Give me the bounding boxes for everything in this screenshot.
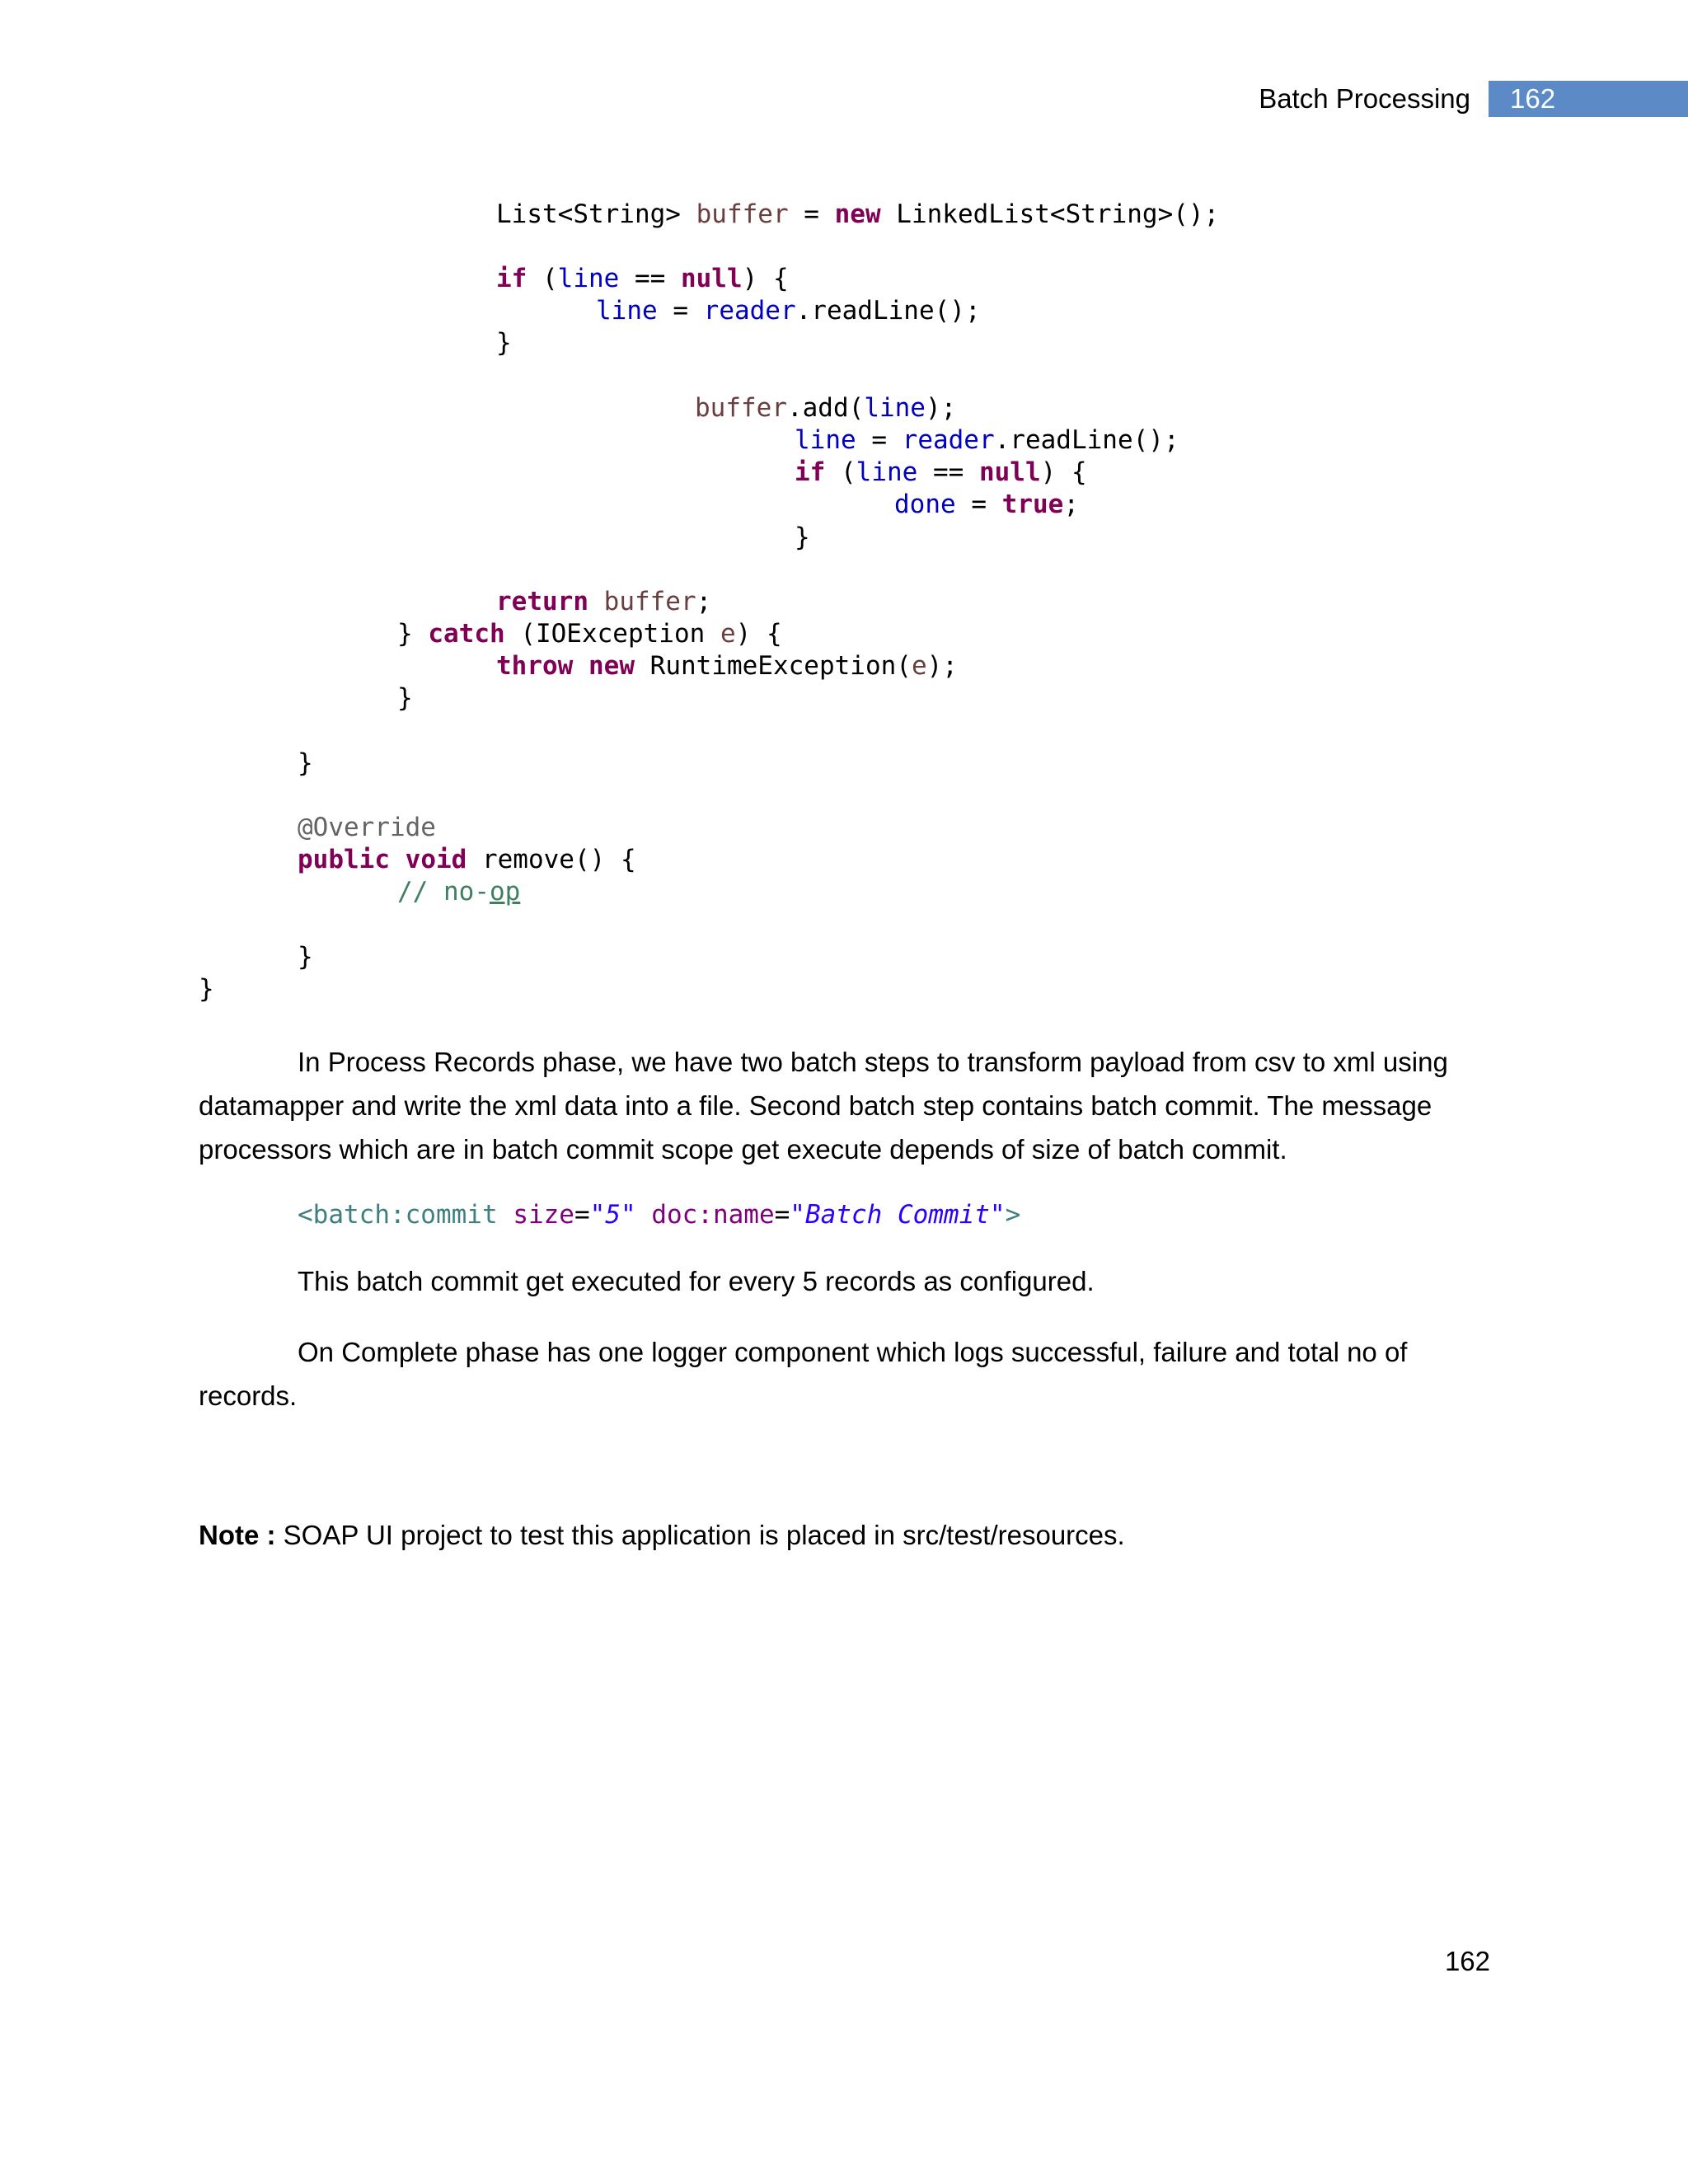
code-line: } [298,942,313,972]
code-block [0,0,1220,1004]
code-line: } [199,974,214,1004]
paragraph-process-records: In Process Records phase, we have two batch steps to transform payload from csv to xml using datamapper and write the xml data into a file. Second batch step contains batch commit. The message processors which are in batch commit scope get execute depends of size of batch commit. [199,1047,1448,1165]
footer-page-number: 162 [1444,1946,1490,1976]
code-line: if (line == null) { [496,264,789,293]
code-line: } [795,523,810,552]
code-line: } catch (IOException e) { [397,619,782,649]
note-paragraph [199,1513,1493,1557]
code-line: } [496,328,512,358]
running-header-title: Batch Processing [1259,83,1470,114]
note-text: SOAP UI project to test this application is placed in src/test/resources. [275,1520,1125,1550]
code-line: } [298,748,313,778]
code-line: // no-op [397,877,521,907]
code-line: return buffer; [496,587,712,616]
xml-snippet: <batch:commit size="5" doc:name="Batch Commit"> [298,1200,1021,1230]
code-line: line = reader.readLine(); [795,425,1179,455]
header-page-number: 162 [1510,83,1556,114]
note-label: Note : [199,1520,276,1550]
code-line: buffer.add(line); [695,393,957,423]
code-line: done = true; [894,490,1079,519]
code-line: } [397,683,413,713]
code-line: line = reader.readLine(); [596,296,981,326]
paragraph-batch-commit: This batch commit get executed for every 5 records as configured. [298,1266,1095,1296]
header-page-badge [1489,81,1688,117]
code-line: @Override [298,813,436,842]
code-line: public void remove() { [298,845,636,874]
paragraph-on-complete: On Complete phase has one logger component which logs successful, failure and total no of records. [199,1337,1408,1411]
code-line: List<String> buffer = new LinkedList<String>(); [496,199,1220,229]
code-line: if (line == null) { [795,457,1087,487]
code-line: throw new RuntimeException(e); [496,651,958,681]
